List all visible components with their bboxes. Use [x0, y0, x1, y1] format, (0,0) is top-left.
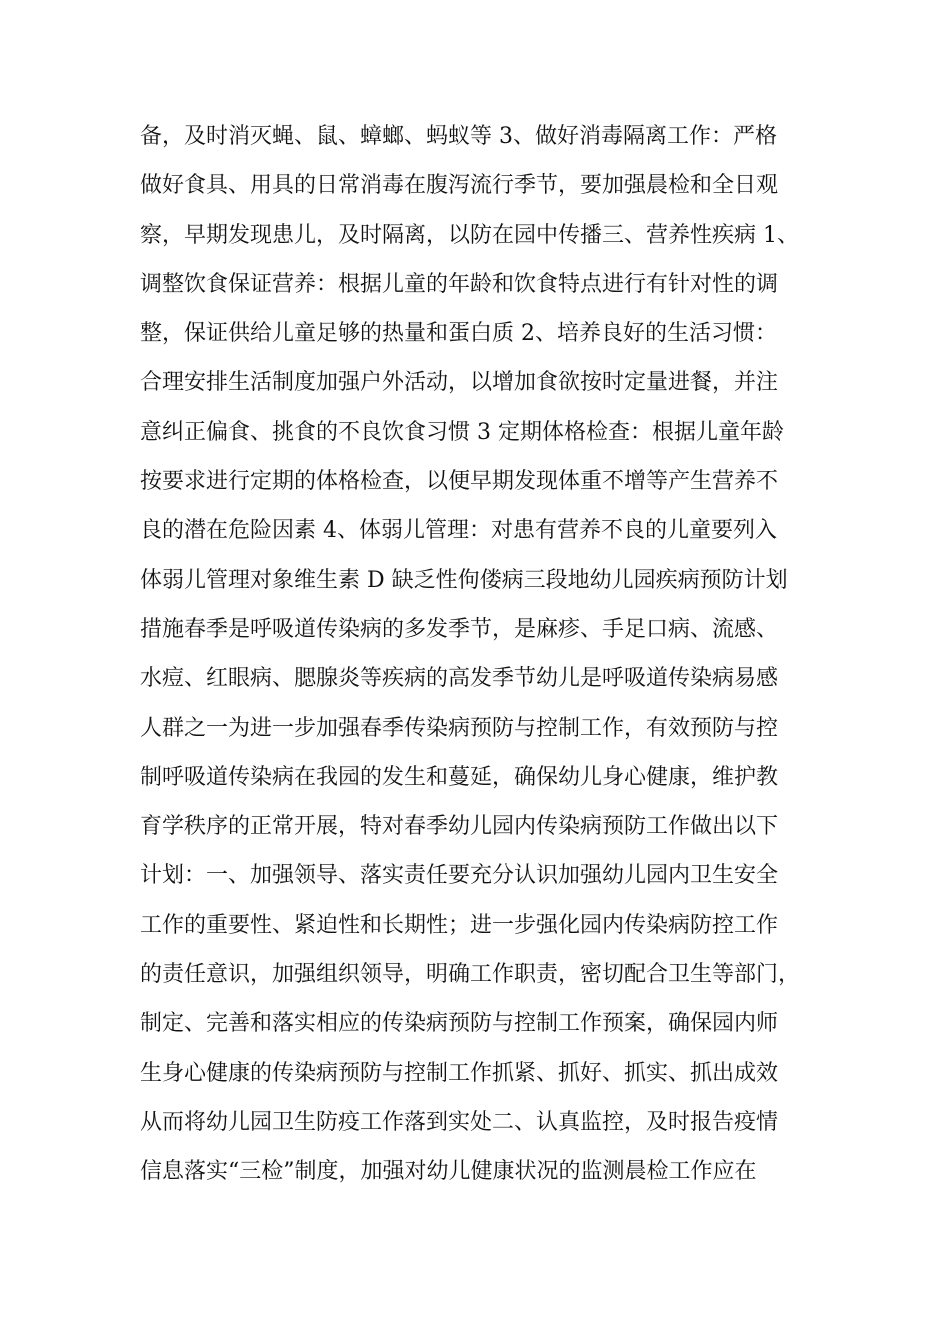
- text-line: 意纠正偏食、挑食的不良饮食习惯 3 定期体格检查：根据儿童年龄: [140, 419, 784, 445]
- text-line: 计划：一、加强领导、落实责任要充分认识加强幼儿园内卫生安全: [140, 863, 779, 889]
- text-line: 调整饮食保证营养：根据儿童的年龄和饮食特点进行有针对性的调: [140, 271, 779, 297]
- text-line: 育学秩序的正常开展，特对春季幼儿园内传染病预防工作做出以下: [140, 814, 779, 840]
- text-line: 工作的重要性、紧迫性和长期性；进一步强化园内传染病防控工作: [140, 912, 779, 938]
- body-text: [140, 112, 830, 1197]
- text-line: 措施春季是呼吸道传染病的多发季节，是麻疹、手足口病、流感、: [140, 616, 779, 642]
- text-line: 信息落实“三检”制度，加强对幼儿健康状况的监测晨检工作应在: [140, 1159, 757, 1185]
- text-line: 备，及时消灭蝇、鼠、蟑螂、蚂蚁等 3、做好消毒隔离工作：严格: [140, 124, 777, 149]
- text-line: 合理安排生活制度加强户外活动，以增加食欲按时定量进餐，并注: [140, 370, 779, 396]
- text-line: 从而将幼儿园卫生防疫工作落到实处二、认真监控，及时报告疫情: [140, 1109, 779, 1135]
- text-line: 人群之一为进一步加强春季传染病预防与控制工作，有效预防与控: [140, 715, 779, 741]
- text-line: 做好食具、用具的日常消毒在腹泻流行季节，要加强晨检和全日观: [140, 173, 779, 199]
- text-line: 制呼吸道传染病在我园的发生和蔓延，确保幼儿身心健康，维护教: [140, 764, 779, 790]
- text-line: 按要求进行定期的体格检查，以便早期发现体重不增等产生营养不: [140, 469, 779, 495]
- text-line: 察，早期发现患儿，及时隔离，以防在园中传播三、营养性疾病 1、: [140, 222, 799, 248]
- text-line: 制定、完善和落实相应的传染病预防与控制工作预案，确保园内师: [140, 1011, 779, 1037]
- text-line: 整，保证供给儿童足够的热量和蛋白质 2、培养良好的生活习惯：: [140, 321, 777, 347]
- text-line: 生身心健康的传染病预防与控制工作抓紧、抓好、抓实、抓出成效: [140, 1060, 779, 1086]
- text-line: 良的潜在危险因素 4、体弱儿管理：对患有营养不良的儿童要列入: [140, 518, 777, 544]
- text-line: 的责任意识，加强组织领导，明确工作职责，密切配合卫生等部门，: [140, 962, 801, 988]
- text-line: 体弱儿管理对象维生素 D 缺乏性佝偻病三段地幼儿园疾病预防计划: [140, 567, 788, 593]
- text-line: 水痘、红眼病、腮腺炎等疾病的高发季节幼儿是呼吸道传染病易感: [140, 666, 779, 692]
